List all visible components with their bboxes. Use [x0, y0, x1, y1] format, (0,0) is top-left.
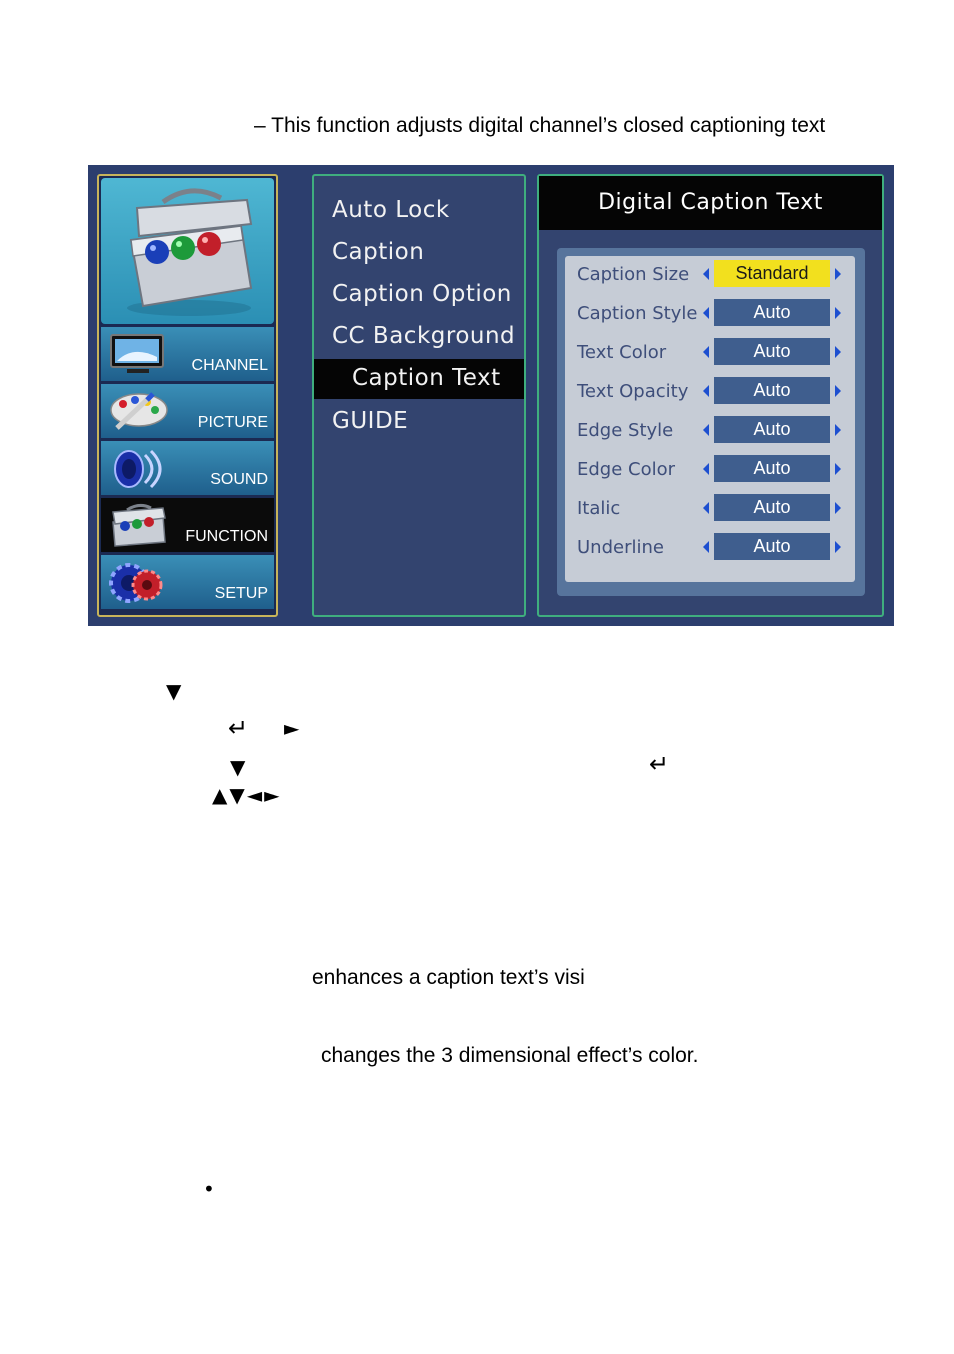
- setting-row-caption-size[interactable]: [565, 256, 855, 295]
- digital-caption-text-panel: [537, 174, 884, 617]
- setting-row-caption-style[interactable]: [565, 295, 855, 334]
- right-arrow-icon[interactable]: [835, 541, 841, 553]
- setting-label: Italic: [577, 498, 621, 519]
- menu-item-guide[interactable]: GUIDE: [332, 408, 409, 434]
- setting-value[interactable]: Auto: [714, 416, 830, 443]
- menu-item-label: Caption Text: [352, 365, 501, 391]
- setting-label: Caption Size: [577, 264, 690, 285]
- tv-osd-menu: [88, 165, 894, 626]
- bullet: •: [203, 1177, 215, 1201]
- setting-value[interactable]: Auto: [714, 299, 830, 326]
- down-arrow-icon: ▼: [166, 679, 182, 703]
- enter-icon: ↵: [228, 714, 249, 742]
- toolbox-icon: [101, 178, 274, 324]
- setting-row-text-color[interactable]: [565, 334, 855, 373]
- sidebar-item-label: SOUND: [210, 471, 268, 488]
- speaker-icon: [107, 445, 171, 491]
- right-arrow-icon: ►: [284, 716, 300, 740]
- left-arrow-icon[interactable]: [703, 463, 709, 475]
- direction-arrows-icon: ▲▼◄►: [212, 783, 282, 807]
- sidebar-item-sound[interactable]: [101, 441, 274, 495]
- setting-value[interactable]: Auto: [714, 494, 830, 521]
- setting-label: Text Opacity: [577, 381, 689, 402]
- left-arrow-icon[interactable]: [703, 424, 709, 436]
- gear-icon: [107, 559, 171, 605]
- setting-label: Caption Style: [577, 303, 698, 324]
- setting-value[interactable]: Auto: [714, 455, 830, 482]
- setting-row-edge-color[interactable]: [565, 451, 855, 490]
- sidebar-item-setup[interactable]: [101, 555, 274, 609]
- sidebar-item-label: CHANNEL: [191, 357, 268, 374]
- left-arrow-icon[interactable]: [703, 502, 709, 514]
- setting-row-italic[interactable]: [565, 490, 855, 529]
- edge-color-description: changes the 3 dimensional effect’s color.: [321, 1044, 699, 1067]
- sidebar-item-picture[interactable]: [101, 384, 274, 438]
- right-arrow-icon[interactable]: [835, 385, 841, 397]
- menu-item-caption[interactable]: Caption: [332, 239, 425, 265]
- menu-item-auto-lock[interactable]: Auto Lock: [332, 197, 450, 223]
- sidebar-item-label: SETUP: [214, 585, 268, 602]
- toolbox-icon: [107, 502, 171, 548]
- enter-icon: ↵: [649, 750, 670, 778]
- right-arrow-icon[interactable]: [835, 424, 841, 436]
- setting-label: Edge Style: [577, 420, 674, 441]
- settings-frame: [557, 248, 865, 596]
- right-arrow-icon[interactable]: [835, 463, 841, 475]
- edge-style-description: enhances a caption text’s visi: [312, 966, 585, 989]
- setting-value[interactable]: Auto: [714, 377, 830, 404]
- right-arrow-icon[interactable]: [835, 502, 841, 514]
- setting-row-edge-style[interactable]: [565, 412, 855, 451]
- setting-row-text-opacity[interactable]: [565, 373, 855, 412]
- left-arrow-icon[interactable]: [703, 268, 709, 280]
- menu-item-cc-background[interactable]: CC Background: [332, 323, 516, 349]
- menu-item-caption-option[interactable]: Caption Option: [332, 281, 512, 307]
- panel-title: Digital Caption Text: [539, 176, 882, 230]
- right-arrow-icon[interactable]: [835, 307, 841, 319]
- sidebar-item-channel[interactable]: [101, 327, 274, 381]
- setting-row-underline[interactable]: [565, 529, 855, 568]
- setting-value[interactable]: Auto: [714, 338, 830, 365]
- setting-label: Underline: [577, 537, 664, 558]
- right-arrow-icon[interactable]: [835, 346, 841, 358]
- setting-value[interactable]: Auto: [714, 533, 830, 560]
- left-arrow-icon[interactable]: [703, 346, 709, 358]
- setting-label: Text Color: [577, 342, 667, 363]
- palette-icon: [107, 388, 171, 434]
- left-arrow-icon[interactable]: [703, 541, 709, 553]
- category-sidebar: [97, 174, 278, 617]
- function-menu: [312, 174, 526, 617]
- sidebar-item-label: FUNCTION: [185, 528, 268, 545]
- left-arrow-icon[interactable]: [703, 307, 709, 319]
- tv-icon: [107, 331, 171, 377]
- menu-item-caption-text[interactable]: [314, 359, 524, 399]
- function-hero-image: [101, 178, 274, 324]
- left-arrow-icon[interactable]: [703, 385, 709, 397]
- setting-value[interactable]: Standard: [714, 260, 830, 287]
- setting-label: Edge Color: [577, 459, 676, 480]
- sidebar-item-label: PICTURE: [197, 414, 268, 431]
- sidebar-item-function[interactable]: [101, 498, 274, 552]
- down-arrow-icon: ▼: [230, 755, 246, 779]
- intro-text: – This function adjusts digital channel’s closed captioning text: [254, 114, 826, 137]
- right-arrow-icon[interactable]: [835, 268, 841, 280]
- settings-list: [565, 256, 855, 582]
